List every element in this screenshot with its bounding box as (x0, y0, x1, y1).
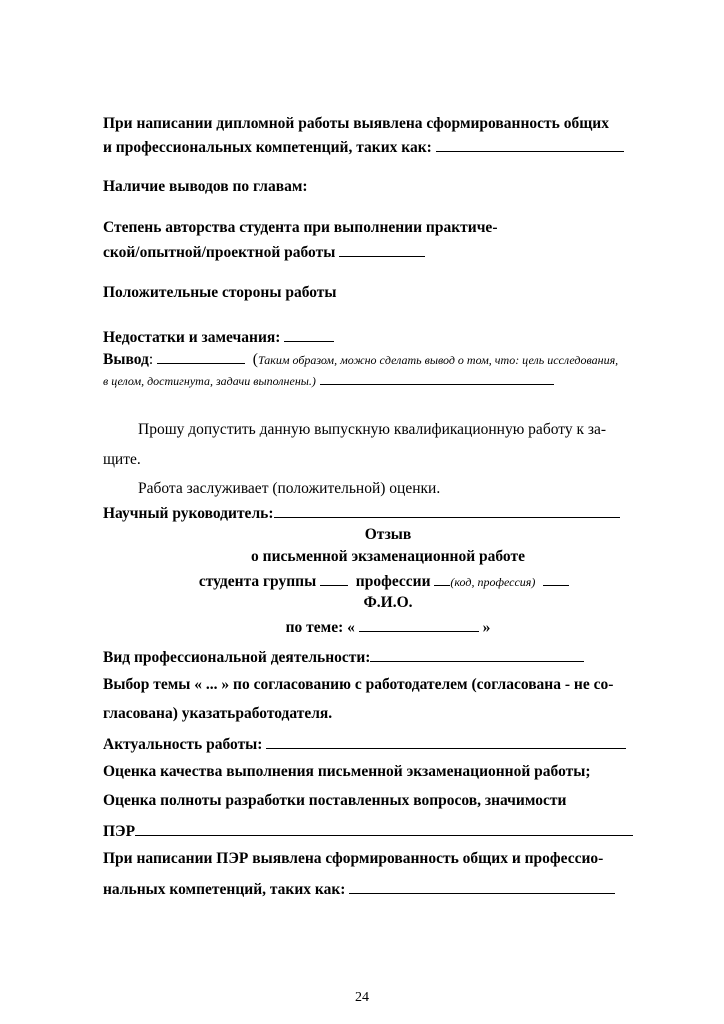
text-line: ской/опытной/проектной работы (103, 242, 425, 262)
text-line: ПЭР (103, 821, 633, 841)
blank-field[interactable] (135, 821, 633, 836)
text-line: Прошу допустить данную выпускную квалификационную работу к за- (138, 421, 607, 438)
text-line: щите. (103, 451, 141, 468)
blank-field[interactable] (370, 647, 584, 662)
blank-field[interactable] (274, 503, 620, 518)
text-line: Положительные стороны работы (103, 284, 337, 301)
blank-field[interactable] (434, 571, 450, 586)
text-line: Вид профессиональной деятельности: (103, 647, 584, 667)
blank-field[interactable] (284, 327, 334, 342)
review-fio: Ф.И.О. (363, 594, 413, 611)
blank-field[interactable] (320, 571, 348, 586)
blank-field[interactable] (349, 879, 615, 894)
text-line: Работа заслуживает (положительной) оценки. (138, 480, 441, 497)
text-line: нальных компетенций, таких как: (103, 879, 615, 899)
blank-field[interactable] (436, 137, 624, 152)
blank-field[interactable] (157, 349, 245, 364)
supervisor-line: Научный руководитель: (103, 503, 620, 523)
text-line: Степень авторства студента при выполнении практиче- (103, 219, 498, 236)
text-line: Выбор темы « ... » по согласованию с работодателем (согласована - не со- (103, 676, 614, 693)
text-line: и профессиональных компетенций, таких как: (103, 137, 624, 157)
blank-field[interactable] (339, 242, 425, 257)
blank-field[interactable] (266, 734, 626, 749)
text-line: При написании ПЭР выявлена сформированность общих и профессио- (103, 850, 604, 867)
review-subtitle: о письменной экзаменационной работе (251, 548, 525, 565)
text-line: Оценка полноты разработки поставленных вопросов, значимости (103, 792, 567, 809)
review-topic: по теме: « » (285, 619, 491, 636)
review-group-line: студента группы профессии (код, профессия) (22, 571, 724, 591)
text-line: гласована) указатьработодателя. (103, 705, 333, 722)
text-line: Актуальность работы: (103, 734, 626, 754)
text-line: Вывод: (Таким образом, можно сделать вывод о том, что: цель исследования, (103, 351, 619, 368)
review-title: Отзыв (364, 526, 412, 543)
text-line: Оценка качества выполнения письменной экзаменационной работы; (103, 763, 591, 780)
page-number: 24 (355, 990, 369, 1005)
blank-field[interactable] (359, 617, 479, 632)
blank-field[interactable] (543, 571, 569, 586)
text-line: Недостатки и замечания: (103, 327, 334, 347)
text-line: Наличие выводов по главам: (103, 178, 308, 195)
text-line: в целом, достигнута, задачи выполнены.) (103, 370, 554, 390)
text-line: При написании дипломной работы выявлена сформированность общих (103, 115, 609, 132)
blank-field[interactable] (320, 370, 554, 385)
